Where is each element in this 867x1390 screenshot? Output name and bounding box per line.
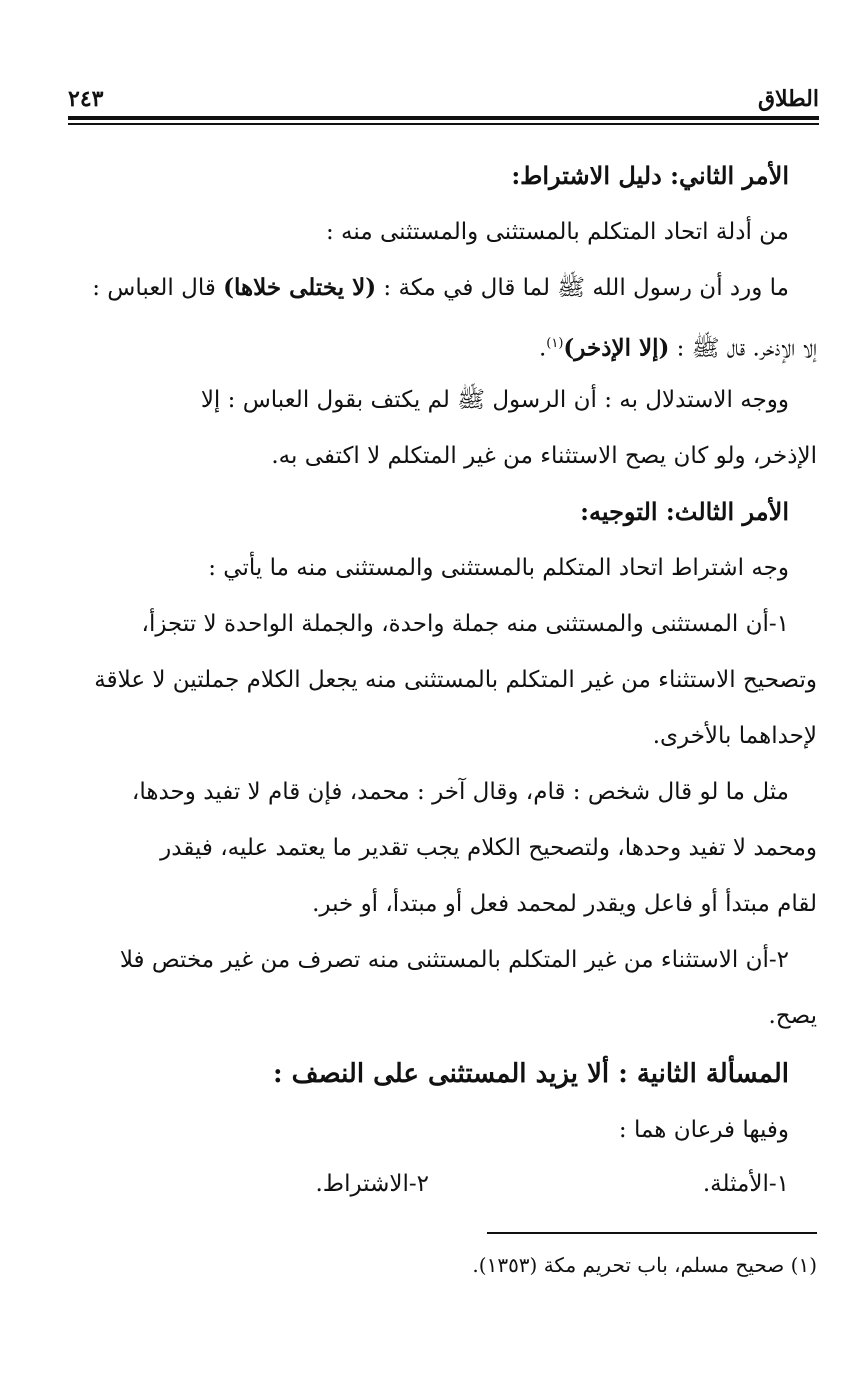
section-heading-rationale: الأمر الثالث: التوجيه:	[580, 497, 789, 526]
paragraph-line: الإذخر، ولو كان يصح الاستثناء من غير المتكلم لا اكتفى به.	[271, 443, 817, 469]
hadith-quote: (لا يختلى خلاها)	[223, 274, 377, 301]
paragraph-line: يصح.	[768, 1003, 817, 1029]
paragraph-line: ٢-أن الاستثناء من غير المتكلم بالمستثنى منه تصرف من غير مختص فلا	[119, 947, 789, 973]
paragraph-line: لقام مبتدأ أو فاعل ويقدر لمحمد فعل أو مبتدأ، أو خبر.	[312, 891, 817, 917]
paragraph-line: وجه اشتراط اتحاد المتكلم بالمستثنى والمستثنى منه ما يأتي :	[208, 555, 789, 581]
header-rule-thick	[68, 116, 819, 120]
paragraph-line: مثل ما لو قال شخص : قام، وقال آخر : محمد، فإن قام لا تفيد وحدها،	[131, 779, 789, 805]
footnote: (١) صحيح مسلم، باب تحريم مكة (١٣٥٣).	[472, 1253, 817, 1277]
paragraph-line: وفيها فرعان هما :	[618, 1117, 789, 1143]
branch-item: ١-الأمثلة.	[702, 1171, 789, 1197]
running-header	[68, 86, 819, 116]
paragraph-line: إلا الإذخر. قال ﷺ : (إلا الإذخر)$^{(١)}$.	[538, 334, 817, 362]
section-heading-evidence: الأمر الثاني: دليل الاشتراط:	[511, 161, 789, 190]
page-number: ٢٤٣	[68, 86, 104, 112]
hadith-quote: (إلا الإذخر)	[563, 334, 670, 362]
branch-item: ٢-الاشتراط.	[315, 1171, 429, 1197]
paragraph-line: ومحمد لا تفيد وحدها، ولتصحيح الكلام يجب تقدير ما يعتمد عليه، فيقدر	[160, 835, 817, 861]
paragraph-line: وتصحيح الاستثناء من غير المتكلم بالمستثنى منه يجعل الكلام جملتين لا علاقة	[94, 667, 817, 693]
header-rule-thin	[68, 123, 819, 125]
paragraph-line: لإحداهما بالأخرى.	[652, 723, 817, 749]
paragraph-line: من أدلة اتحاد المتكلم بالمستثنى والمستثنى منه :	[326, 219, 789, 245]
footnote-rule	[487, 1232, 817, 1234]
paragraph-line: ما ورد أن رسول الله ﷺ لما قال في مكة : (لا يختلى خلاها) قال العباس :	[92, 274, 789, 301]
chapter-title: الطلاق	[757, 86, 819, 112]
paragraph-line: ١-أن المستثنى والمستثنى منه جملة واحدة، والجملة الواحدة لا تتجزأ،	[141, 611, 789, 637]
footnote-ref: (١)	[546, 336, 564, 351]
section-heading-second-issue: المسألة الثانية : ألا يزيد المستثنى على النصف :	[272, 1059, 789, 1089]
paragraph-line: ووجه الاستدلال به : أن الرسول ﷺ لم يكتف بقول العباس : إلا	[200, 387, 789, 413]
